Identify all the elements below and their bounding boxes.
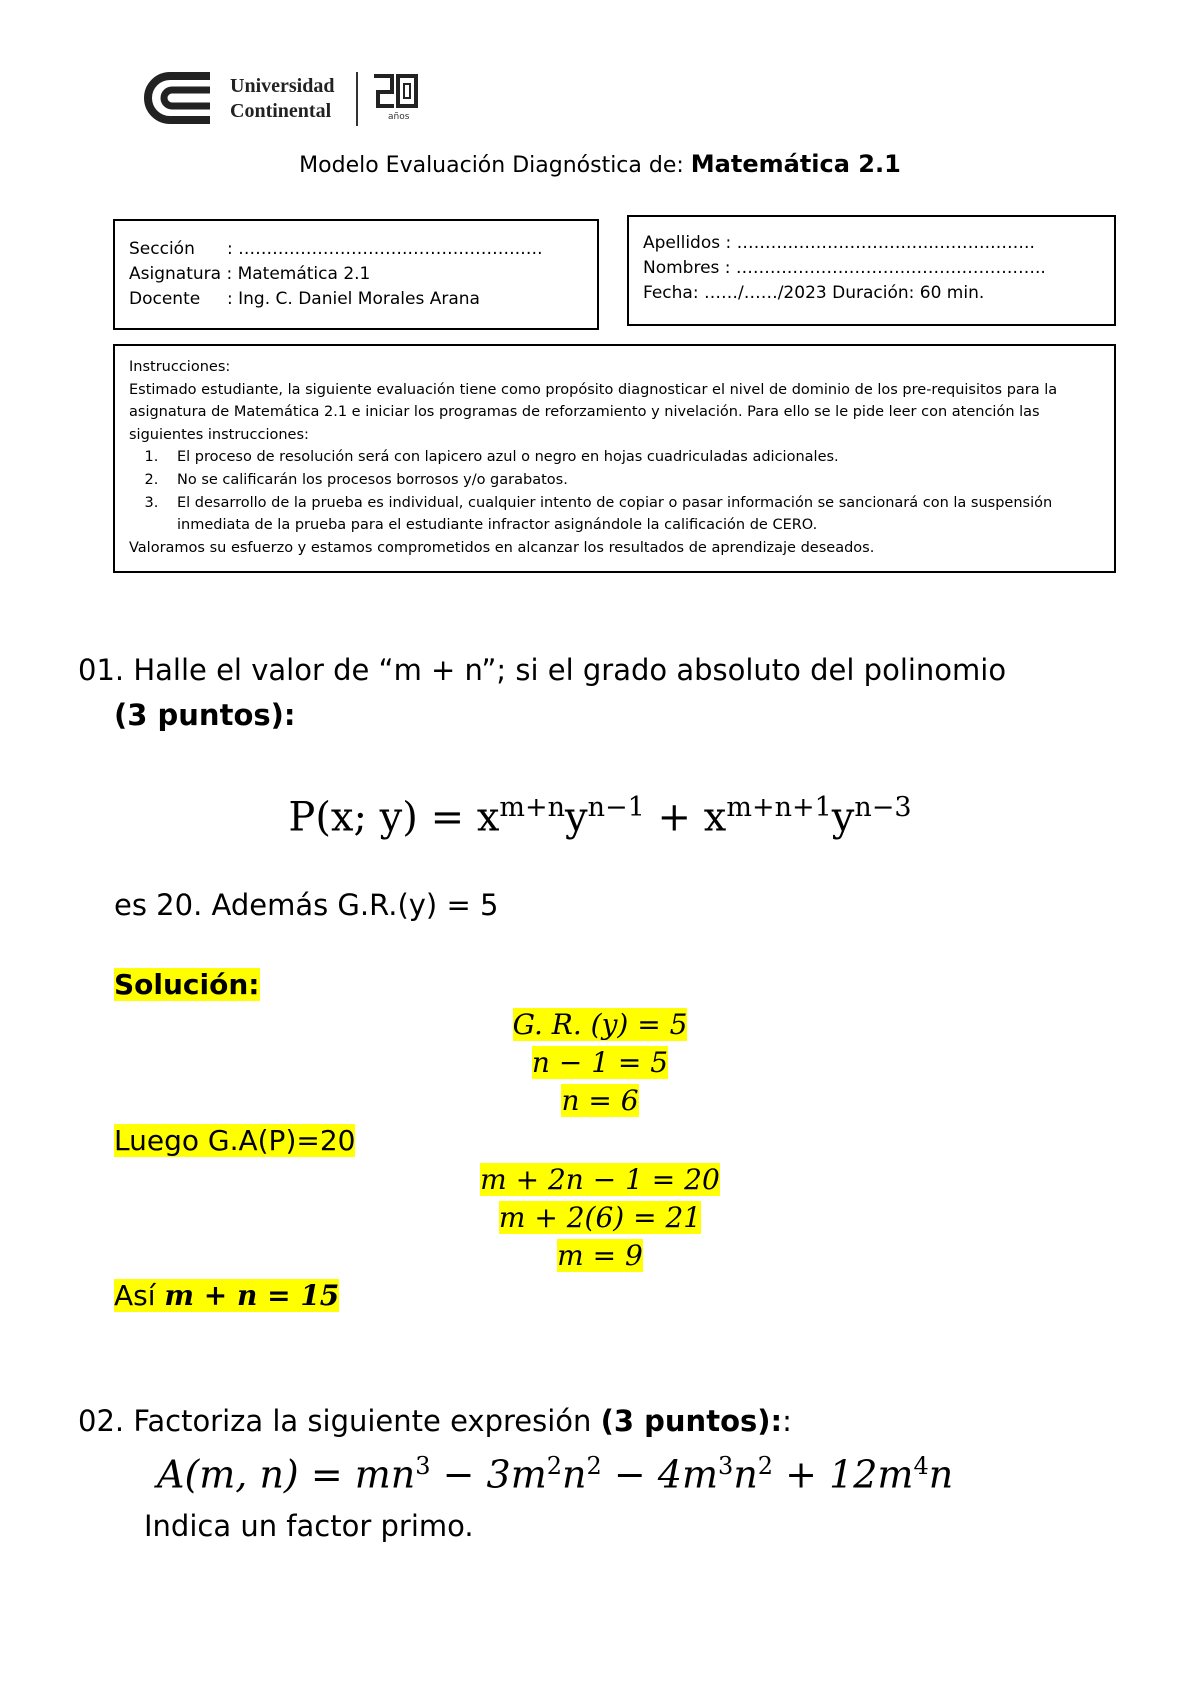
title-subject: Matemática 2.1 (690, 150, 901, 178)
anniversary-20-icon (372, 72, 420, 112)
solution-luego (114, 1123, 355, 1159)
solution-label (114, 967, 260, 1003)
question-1-condition: es 20. Además G.R.(y) = 5 (114, 888, 499, 922)
question-1-points: (3 puntos): (114, 698, 296, 732)
poly-mid1: y (565, 794, 588, 841)
instruction-item: 2. No se calificarán los procesos borrosos y/o garabatos. (163, 469, 1100, 492)
anniversary-subtext: años (388, 112, 410, 122)
solution-step-5 (0, 1201, 1200, 1235)
poly-mid3: y (831, 794, 855, 841)
instruction-item: 3. El desarrollo de la prueba es individual, cualquier intento de copiar o pasar información se sancionará con la suspensión inmediata de la prueba para el estudiante infractor asignándole la calificación de CERO. (163, 492, 1100, 537)
solution-step-3-text: n = 6 (561, 1084, 639, 1117)
expr-part: − 4m (601, 1452, 719, 1497)
poly-exp2: n−1 (587, 792, 645, 823)
question-2-expression (157, 1448, 954, 1497)
course-info-box (113, 219, 599, 330)
title-prefix: Modelo Evaluación Diagnóstica de: (299, 153, 684, 178)
expr-exp: 3 (718, 1452, 734, 1480)
question-2-points: (3 puntos): (600, 1404, 783, 1438)
question-2-text: 02. Factoriza la siguiente expresión (78, 1404, 601, 1438)
fecha-field[interactable]: Fecha: ……/……/2023 Duración: 60 min. (643, 283, 985, 303)
question-2-tail: : (782, 1404, 792, 1438)
document-title (0, 150, 1200, 178)
logo-name-line1: Universidad (230, 75, 335, 97)
solution-step-1-text: G. R. (y) = 5 (512, 1008, 688, 1041)
expr-exp: 2 (757, 1452, 774, 1480)
expr-exp: 3 (415, 1452, 431, 1480)
expr-exp: 2 (546, 1452, 563, 1480)
solution-step-4-text: m + 2n − 1 = 20 (480, 1163, 720, 1196)
expr-part: n (733, 1452, 758, 1497)
expr-exp: 2 (586, 1452, 602, 1480)
question-1-statement: 01. Halle el valor de “m + n”; si el grado absoluto del polinomio (78, 653, 1007, 687)
solution-result-expr: m + n = 15 (164, 1279, 340, 1312)
poly-exp1: m+n (499, 792, 566, 823)
expr-part: − 3m (430, 1452, 547, 1497)
solution-step-6 (0, 1239, 1200, 1273)
asignatura-row (129, 262, 583, 287)
solution-step-1 (0, 1008, 1200, 1042)
instructions-box (113, 344, 1116, 573)
question-2-statement (78, 1403, 792, 1439)
docente-row (129, 287, 583, 312)
poly-mid2: + x (644, 794, 727, 841)
expr-part: n (562, 1452, 587, 1497)
asignatura-value: : Matemática 2.1 (226, 264, 371, 284)
solution-result-prefix: Así (114, 1279, 165, 1312)
instructions-list (129, 446, 1100, 536)
nombres-field[interactable]: Nombres : ……….……….……….……….……….….. (643, 258, 1046, 278)
student-info-box (627, 215, 1116, 326)
solution-step-3 (0, 1084, 1200, 1118)
logo-name-line2: Continental (230, 100, 332, 122)
instructions-closing: Valoramos su esfuerzo y estamos comprometidos en alcanzar los resultados de aprendizaje deseados. (129, 539, 875, 556)
docente-value: : Ing. C. Daniel Morales Arana (227, 289, 480, 309)
apellidos-field[interactable]: Apellidos : ……….……….……….…..……….…….. (643, 233, 1035, 253)
asignatura-label: Asignatura (129, 264, 222, 284)
poly-lhs: P(x; y) = x (288, 794, 500, 841)
solution-step-2-text: n − 1 = 5 (531, 1046, 669, 1079)
poly-exp3: m+n+1 (726, 792, 832, 823)
expr-part: n (928, 1452, 954, 1497)
solution-result (114, 1278, 339, 1314)
docente-label: Docente (129, 289, 201, 309)
expr-part: + 12m (773, 1452, 914, 1497)
question-2-instruction: Indica un factor primo. (144, 1509, 474, 1543)
seccion-row (129, 237, 583, 262)
solution-step-6-text: m = 9 (557, 1239, 643, 1272)
question-1-polynomial (0, 790, 1200, 841)
seccion-value[interactable]: : ……….……….……….……….……….…. (227, 239, 543, 259)
continental-emblem-icon (140, 70, 220, 126)
solution-step-4 (0, 1163, 1200, 1197)
logo-divider (356, 72, 358, 126)
instructions-intro: Estimado estudiante, la siguiente evaluación tiene como propósito diagnosticar el nivel de dominio de los pre-requisitos para la asignatura de Matemática 2.1 e iniciar los programas de reforzamiento y nivelación. Para ello se le pide leer con atención las siguientes instrucciones: (129, 381, 1058, 443)
seccion-label: Sección (129, 239, 195, 259)
university-logo (140, 70, 440, 130)
poly-exp4: n−3 (854, 792, 912, 823)
solution-step-2 (0, 1046, 1200, 1080)
instruction-item: 1. El proceso de resolución será con lapicero azul o negro en hojas cuadriculadas adicionales. (163, 446, 1100, 469)
instructions-heading: Instrucciones: (129, 359, 231, 375)
expr-exp: 4 (913, 1452, 929, 1480)
expr-part: A(m, n) = mn (157, 1452, 416, 1497)
solution-step-5-text: m + 2(6) = 21 (498, 1201, 702, 1234)
solution-luego-text: Luego G.A(P)=20 (114, 1124, 356, 1157)
solution-label-text: Solución: (114, 968, 260, 1001)
